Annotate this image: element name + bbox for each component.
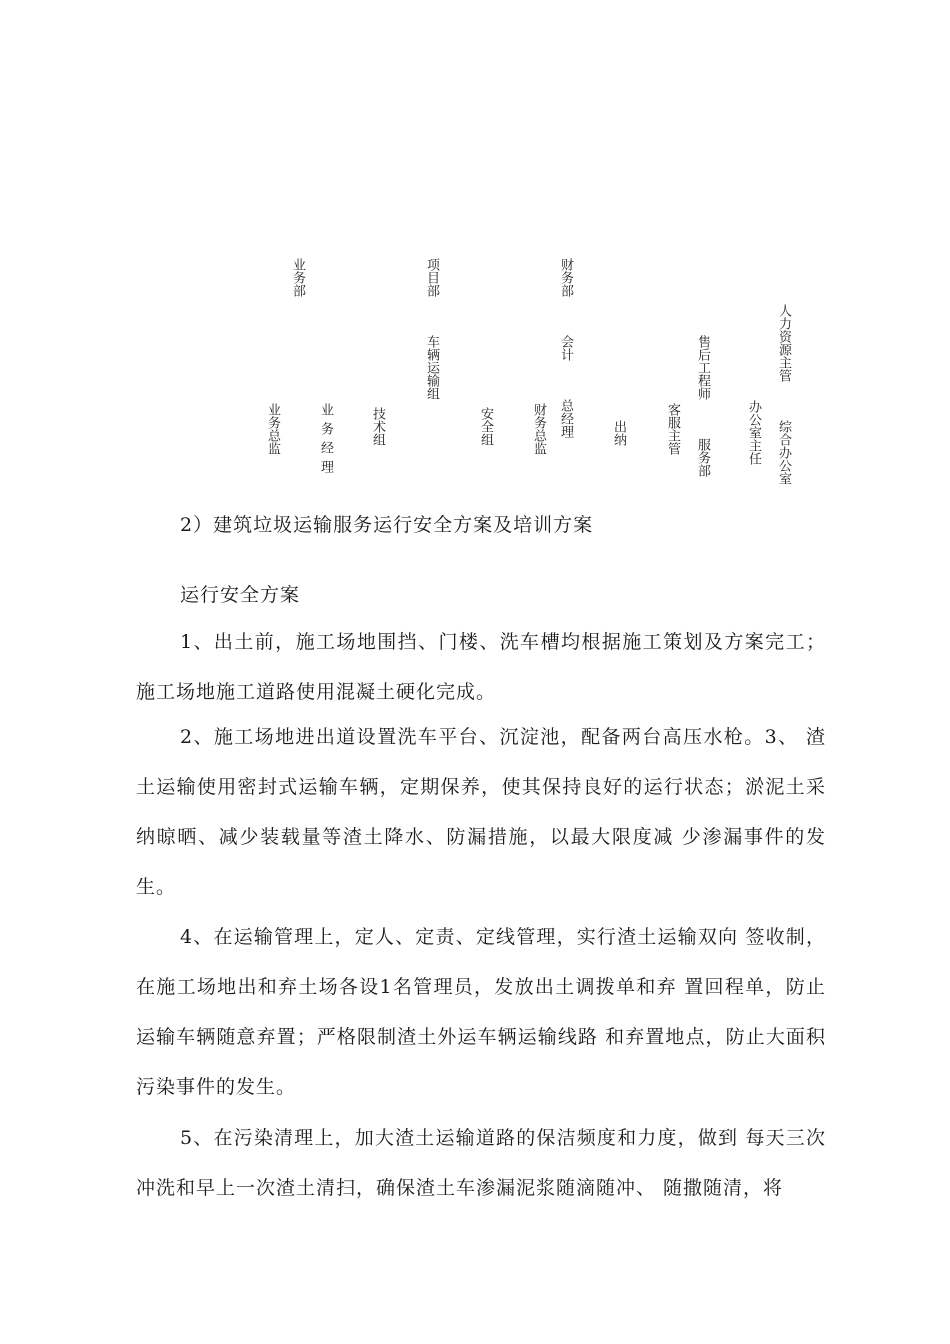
org-node-business-dept: 业务部 <box>290 258 305 297</box>
org-node-cs-supervisor: 客服主管 <box>665 403 680 455</box>
paragraph-1: 1、出土前，施工场地围挡、门楼、洗车槽均根据施工策划及方案完工；施工场地施工道路使用混凝土硬化完成。 <box>136 631 826 703</box>
org-node-cashier: 出纳 <box>611 420 626 446</box>
org-node-finance-dept: 财务部 会计 总经理 <box>558 258 573 438</box>
org-node-hr: 人力资源主管 综合办公室 <box>776 304 791 485</box>
org-node-project-dept: 项目部 车辆运输组 <box>424 258 439 400</box>
paragraph-3: 4、在运输管理上，定人、定责、定线管理，实行渣土运输双向 签收制，在施工场地出和弃土场各设1名管理员，发放出土调拨单和弃 置回程单，防止运输车辆随意弃置；严格限制渣土外运车辆运输线路 和弃置地点，防止大面积污染事件的发生。 <box>136 926 826 1098</box>
paragraph-4: 5、在污染清理上，加大渣土运输道路的保洁频度和力度，做到 每天三次冲洗和早上一次渣土清扫，确保渣土车渗漏泥浆随滴随冲、 随撒随清，将 <box>136 1127 826 1199</box>
org-node-safety-group: 安全组 <box>478 407 493 446</box>
org-node-office-head: 办公室主任 <box>746 400 761 465</box>
org-node-aftersales: 售后工程师 服务部 <box>695 335 710 477</box>
org-node-finance-director: 财务总监 <box>531 403 546 455</box>
org-node-biz-manager: 业务经理 <box>318 403 333 479</box>
subsection-title: 运行安全方案 <box>180 584 301 606</box>
paragraph-2: 2、施工场地进出道设置洗车平台、沉淀池，配备两台高压水枪。3、 渣土运输使用密封式运输车辆，定期保养，使其保持良好的运行状态；淤泥土采纳晾晒、减少装载量等渣土降水、防漏措施，以最大限度减 少渗漏事件的发生。 <box>136 726 826 898</box>
section-title: 2）建筑垃圾运输服务运行安全方案及培训方案 <box>180 514 594 536</box>
org-node-biz-director: 业务总监 <box>265 403 280 455</box>
org-node-tech-group: 技术组 <box>370 407 385 446</box>
